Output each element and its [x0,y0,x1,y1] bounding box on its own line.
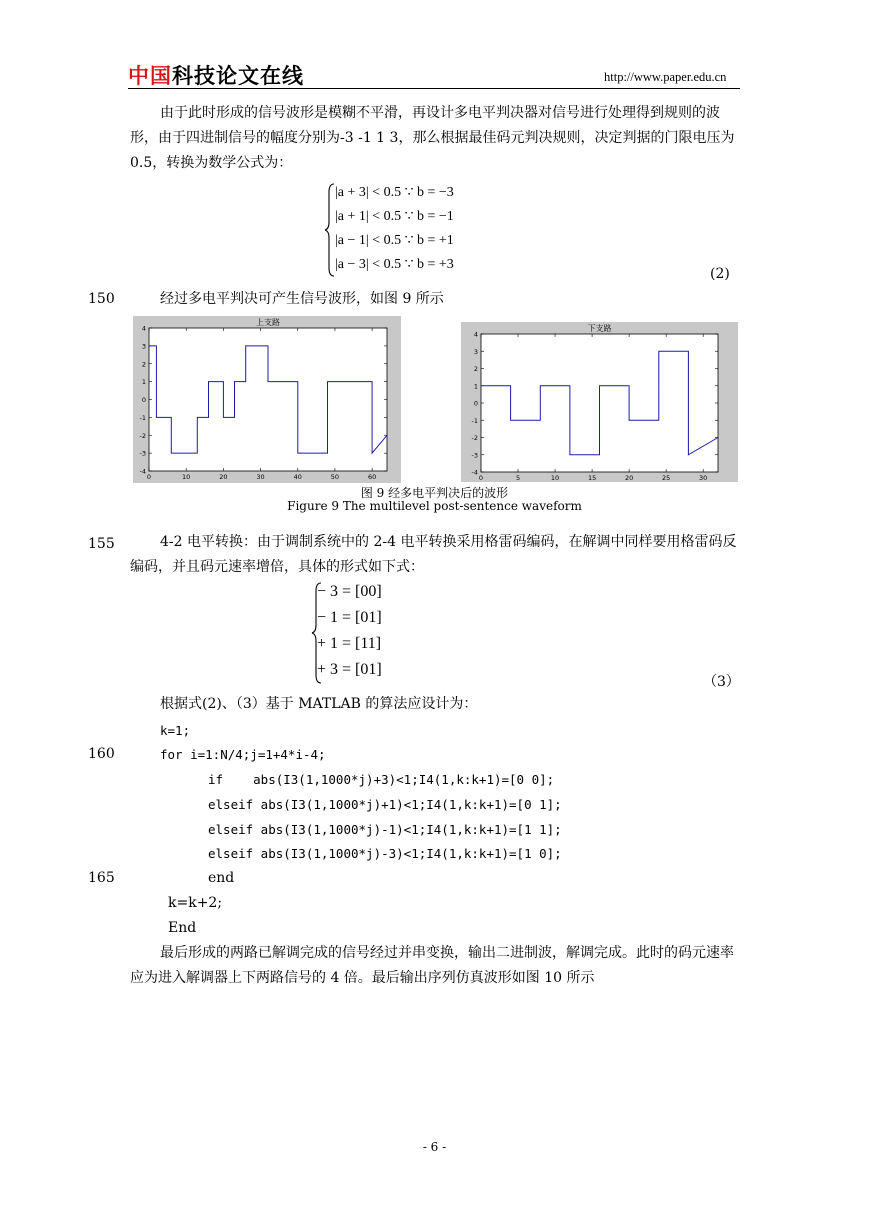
x-tick-label: 0 [478,474,484,482]
figure-9-caption-cn: 图 9 经多电平判决后的波形 [360,486,509,500]
code-line: elseif abs(I3(1,1000*j)-1)<1;I4(1,k:k+1)=[1 1]; [208,822,562,837]
y-tick-label: 3 [141,342,146,351]
equation-2-row: |a + 1| < 0.5 ∵ b = −1 [335,209,454,224]
x-tick-label: 30 [256,473,265,481]
header-url[interactable]: http://www.paper.edu.cn [604,70,727,84]
chart-lower-branch [461,322,738,482]
x-tick-label: 5 [515,474,521,482]
x-tick-label: 60 [367,473,377,481]
y-tick-label: 0 [473,399,478,408]
paragraph-threshold: 由于此时形成的信号波形是模糊不平滑，再设计多电平判决器对信号进行处理得到规则的波形，由于四进制信号的幅度分别为-3 -1 1 3，那么根据最佳码元判决规则，决定判据的门限电压为 0.5，转换为数学公式为： [130,105,735,171]
equation-2-number: (2) [710,266,730,282]
paragraph-level-conversion: 4-2 电平转换：由于调制系统中的 2-4 电平转换采用格雷码编码，在解调中同样要用格雷码反编码，并且码元速率增倍，具体的形式如下式： [130,534,737,575]
x-tick-label: 10 [550,474,560,482]
line-number: 160 [88,746,115,762]
equation-3-row: + 3 = [01] [317,661,382,678]
line-number: 155 [88,536,115,552]
equation-2-row: |a − 1| < 0.5 ∵ b = +1 [335,233,454,248]
code-line: End [168,920,197,936]
x-tick-label: 15 [587,474,597,482]
code-line: elseif abs(I3(1,1000*j)+1)<1;I4(1,k:k+1)=[0 1]; [208,797,562,812]
code-line: for i=1:N/4;j=1+4*i-4; [160,747,326,762]
y-tick-label: 2 [473,365,478,373]
y-tick-label: 1 [141,378,146,387]
code-line: k=k+2; [168,895,223,911]
y-tick-label: 4 [473,330,478,339]
equation-3-row: − 1 = [01] [317,609,382,626]
x-tick-label: 20 [624,474,634,482]
algorithm-intro: 根据式(2)、（3）基于 MATLAB 的算法应设计为： [160,696,478,712]
y-tick-label: -2 [471,434,478,442]
y-tick-label: -3 [139,449,146,458]
chart-upper-branch [133,316,401,483]
page-number: - 6 - [422,1140,447,1154]
code-line: end [208,870,235,886]
header-rule [128,88,740,89]
equation-2 [323,182,523,278]
journal-logo: 中国科技论文在线 [128,64,304,88]
x-tick-label: 25 [662,474,671,482]
y-tick-label: -1 [471,416,478,425]
chart-lower-branch-svg [461,322,738,482]
equation-3-row: − 3 = [00] [317,583,382,600]
paragraph-final: 最后形成的两路已解调完成的信号经过并串变换，输出二进制波，解调完成。此时的码元速率应为进入解调器上下两路信号的 4 倍。最后输出序列仿真波形如图 10 所示 [130,945,734,986]
x-tick-label: 0 [146,473,152,481]
line-number: 165 [88,870,115,886]
y-tick-label: -4 [139,467,146,476]
y-tick-label: 3 [473,347,478,356]
equation-2-row: |a + 3| < 0.5 ∵ b = −3 [335,185,454,200]
code-line: k=1; [160,723,191,738]
x-tick-label: 50 [330,473,340,481]
figure-reference-text: 经过多电平判决可产生信号波形，如图 9 所示 [160,291,444,307]
equation-3 [310,581,430,685]
x-tick-label: 10 [182,473,191,481]
equation-2-row: |a − 3| < 0.5 ∵ b = +3 [335,257,454,272]
figure-9-caption-en: Figure 9 The multilevel post-sentence waveform [287,499,582,513]
y-tick-label: -1 [139,413,146,422]
chart-title: 上支路 [256,318,280,327]
y-tick-label: 4 [141,324,146,333]
y-tick-label: -3 [471,451,478,460]
equation-3-row: + 1 = [11] [317,635,382,652]
y-tick-label: 2 [141,360,146,369]
y-tick-label: -2 [139,431,146,440]
y-tick-label: 1 [473,382,478,391]
code-line: elseif abs(I3(1,1000*j)-3)<1;I4(1,k:k+1)=[1 0]; [208,846,562,861]
x-tick-label: 20 [219,473,228,481]
line-number: 150 [88,291,115,307]
chart-title: 下支路 [587,324,612,333]
chart-upper-branch-svg [133,316,401,483]
y-tick-label: 0 [141,396,146,404]
equation-3-number: （3） [703,674,740,690]
y-tick-label: -4 [471,468,478,477]
x-tick-label: 30 [699,474,708,482]
x-tick-label: 40 [293,473,302,481]
code-line: if abs(I3(1,1000*j)+3)<1;I4(1,k:k+1)=[0 0]; [208,772,555,787]
